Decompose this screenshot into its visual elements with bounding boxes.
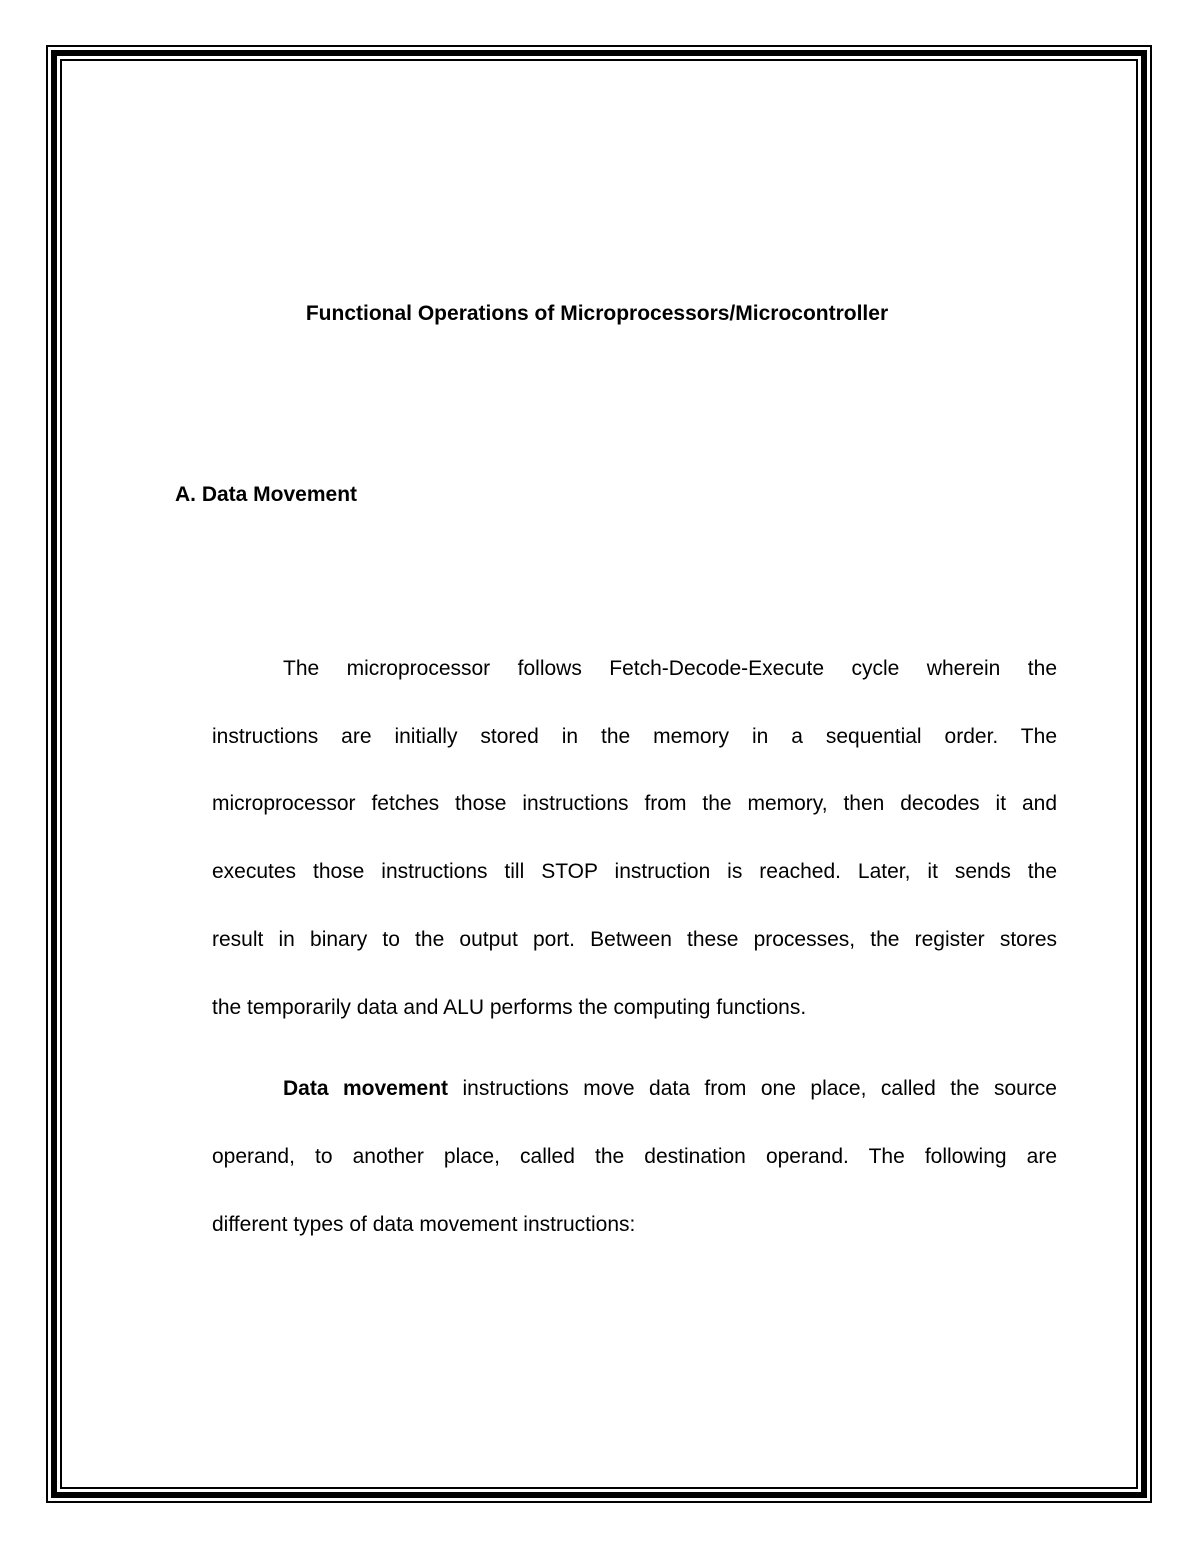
paragraph-2-line-1-rest: instructions move data from one place, called the source <box>448 1077 1057 1100</box>
data-movement-term: Data movement <box>283 1077 449 1100</box>
paragraph-2-line-2: operand, to another place, called the destination operand. The following are <box>212 1145 1057 1168</box>
page-border-inner <box>60 59 1138 1489</box>
document-title: Functional Operations of Microprocessors/Microcontroller <box>305 302 889 325</box>
paragraph-1-line-4: executes those instructions till STOP instruction is reached. Later, it sends the <box>212 860 1057 883</box>
section-heading: A. Data Movement <box>175 483 358 506</box>
paragraph-1-line-6: the temporarily data and ALU performs the computing functions. <box>212 996 807 1019</box>
paragraph-2-line-3: different types of data movement instructions: <box>212 1213 636 1236</box>
paragraph-1-line-1: The microprocessor follows Fetch-Decode-Execute cycle wherein the <box>283 657 1057 680</box>
paragraph-1-line-5: result in binary to the output port. Between these processes, the register stores <box>212 928 1057 951</box>
paragraph-1-line-3: microprocessor fetches those instructions from the memory, then decodes it and <box>212 792 1057 815</box>
paragraph-1-line-2: instructions are initially stored in the memory in a sequential order. The <box>212 725 1057 748</box>
paragraph-2-line-1 <box>283 1075 1057 1103</box>
